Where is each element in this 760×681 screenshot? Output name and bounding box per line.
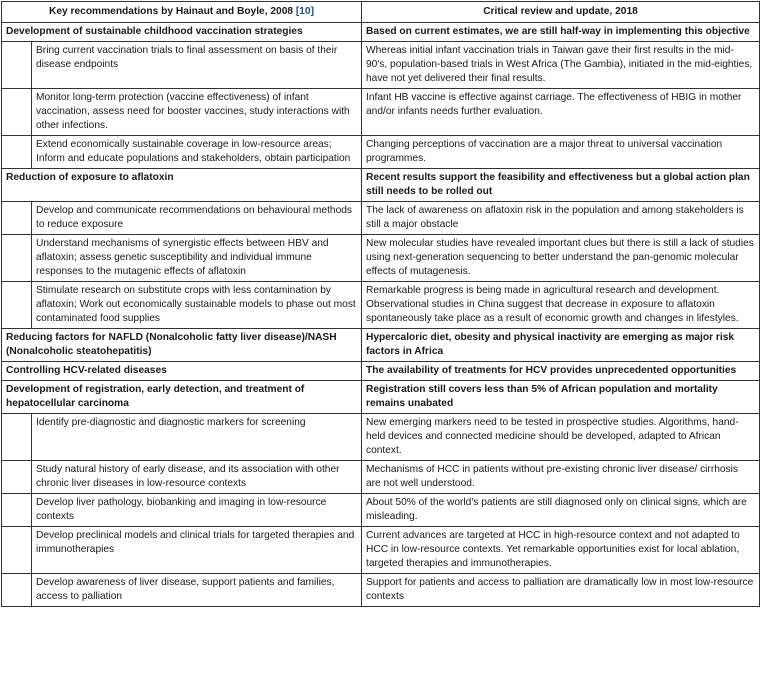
review-cell: Whereas initial infant vaccination trials in Taiwan gave their first results in the mid-90's, population-based trials in West Africa (The Gambia), initiated in the mid-eighties, have not yet delivered their final results. bbox=[362, 42, 760, 89]
indent-cell bbox=[2, 136, 32, 169]
section-row bbox=[2, 381, 760, 414]
review-cell: Support for patients and access to palliation are dramatically low in most low-resource contexts bbox=[362, 574, 760, 607]
table-row bbox=[2, 235, 760, 282]
indent-cell bbox=[2, 494, 32, 527]
section-title: Development of sustainable childhood vaccination strategies bbox=[2, 23, 362, 42]
review-cell: New emerging markers need to be tested in prospective studies. Algorithms, hand-held devices and connected medicine should be developed, adapted to African context. bbox=[362, 414, 760, 461]
recommendation-cell: Develop preclinical models and clinical trials for targeted therapies and immunotherapies bbox=[32, 527, 362, 574]
recommendation-cell: Stimulate research on substitute crops with less contamination by aflatoxin; Work out economically sustainable models to phase out most contaminated food supplies bbox=[32, 282, 362, 329]
table-row bbox=[2, 494, 760, 527]
recommendation-cell: Develop liver pathology, biobanking and imaging in low-resource contexts bbox=[32, 494, 362, 527]
table-row bbox=[2, 574, 760, 607]
table-row bbox=[2, 42, 760, 89]
indent-cell bbox=[2, 414, 32, 461]
section-title: Development of registration, early detection, and treatment of hepatocellular carcinoma bbox=[2, 381, 362, 414]
table-row bbox=[2, 89, 760, 136]
table-row bbox=[2, 282, 760, 329]
recommendation-cell: Extend economically sustainable coverage in low-resource areas; Inform and educate populations and stakeholders, obtain participation bbox=[32, 136, 362, 169]
indent-cell bbox=[2, 527, 32, 574]
table-row bbox=[2, 414, 760, 461]
section-title: Reducing factors for NAFLD (Nonalcoholic fatty liver disease)/NASH (Nonalcoholic steatohepatitis) bbox=[2, 329, 362, 362]
table-row bbox=[2, 136, 760, 169]
indent-cell bbox=[2, 235, 32, 282]
recommendation-cell: Bring current vaccination trials to final assessment on basis of their disease endpoints bbox=[32, 42, 362, 89]
review-cell: Infant HB vaccine is effective against carriage. The effectiveness of HBIG in mother and/or infants needs further evaluation. bbox=[362, 89, 760, 136]
recommendation-cell: Monitor long-term protection (vaccine effectiveness) of infant vaccination, assess need for booster vaccines, study interactions with other infections. bbox=[32, 89, 362, 136]
table-row bbox=[2, 202, 760, 235]
recommendation-cell: Develop and communicate recommendations on behavioural methods to reduce exposure bbox=[32, 202, 362, 235]
section-summary: The availability of treatments for HCV provides unprecedented opportunities bbox=[362, 362, 760, 381]
section-row bbox=[2, 329, 760, 362]
section-row bbox=[2, 362, 760, 381]
review-cell: About 50% of the world's patients are still diagnosed only on clinical signs, which are misleading. bbox=[362, 494, 760, 527]
section-summary: Hypercaloric diet, obesity and physical inactivity are emerging as major risk factors in Africa bbox=[362, 329, 760, 362]
indent-cell bbox=[2, 282, 32, 329]
section-row bbox=[2, 169, 760, 202]
header-row bbox=[2, 2, 760, 23]
review-cell: Current advances are targeted at HCC in high-resource context and not adapted to HCC in low-resource contexts. Yet remarkable opportunities exist for local ablation, targeted therapies and immunotherapies. bbox=[362, 527, 760, 574]
section-summary: Recent results support the feasibility and effectiveness but a global action plan still needs to be rolled out bbox=[362, 169, 760, 202]
review-cell: Remarkable progress is being made in agricultural research and development. Observational studies in China suggest that decrease in exposure to aflatoxin spontaneously take place as a result of economic growth and changes in lifestyles. bbox=[362, 282, 760, 329]
section-summary: Registration still covers less than 5% of African population and mortality remains unabated bbox=[362, 381, 760, 414]
indent-cell bbox=[2, 461, 32, 494]
section-summary: Based on current estimates, we are still half-way in implementing this objective bbox=[362, 23, 760, 42]
indent-cell bbox=[2, 202, 32, 235]
section-row bbox=[2, 23, 760, 42]
table-row bbox=[2, 527, 760, 574]
header-right: Critical review and update, 2018 bbox=[362, 2, 760, 23]
section-title: Controlling HCV-related diseases bbox=[2, 362, 362, 381]
review-cell: Mechanisms of HCC in patients without pre-existing chronic liver disease/ cirrhosis are not well understood. bbox=[362, 461, 760, 494]
review-cell: New molecular studies have revealed important clues but there is still a lack of studies using next-generation sequencing to better understand the pan-genomic molecular effects of mutagenesis. bbox=[362, 235, 760, 282]
table-row bbox=[2, 461, 760, 494]
table-body bbox=[2, 23, 760, 607]
recommendation-cell: Identify pre-diagnostic and diagnostic markers for screening bbox=[32, 414, 362, 461]
indent-cell bbox=[2, 89, 32, 136]
recommendations-table bbox=[1, 1, 760, 607]
recommendation-cell: Understand mechanisms of synergistic effects between HBV and aflatoxin; assess genetic susceptibility and individual immune responses to the mutagenic effects of aflatoxin bbox=[32, 235, 362, 282]
header-left-text: Key recommendations by Hainaut and Boyle, 2008 bbox=[49, 6, 296, 17]
recommendation-cell: Study natural history of early disease, and its association with other chronic liver diseases in low-resource contexts bbox=[32, 461, 362, 494]
reference-link[interactable]: [10] bbox=[295, 6, 314, 17]
section-title: Reduction of exposure to aflatoxin bbox=[2, 169, 362, 202]
recommendation-cell: Develop awareness of liver disease, support patients and families, access to palliation bbox=[32, 574, 362, 607]
review-cell: Changing perceptions of vaccination are a major threat to universal vaccination programmes. bbox=[362, 136, 760, 169]
indent-cell bbox=[2, 574, 32, 607]
review-cell: The lack of awareness on aflatoxin risk in the population and among stakeholders is still a major obstacle bbox=[362, 202, 760, 235]
indent-cell bbox=[2, 42, 32, 89]
header-left bbox=[2, 2, 362, 23]
